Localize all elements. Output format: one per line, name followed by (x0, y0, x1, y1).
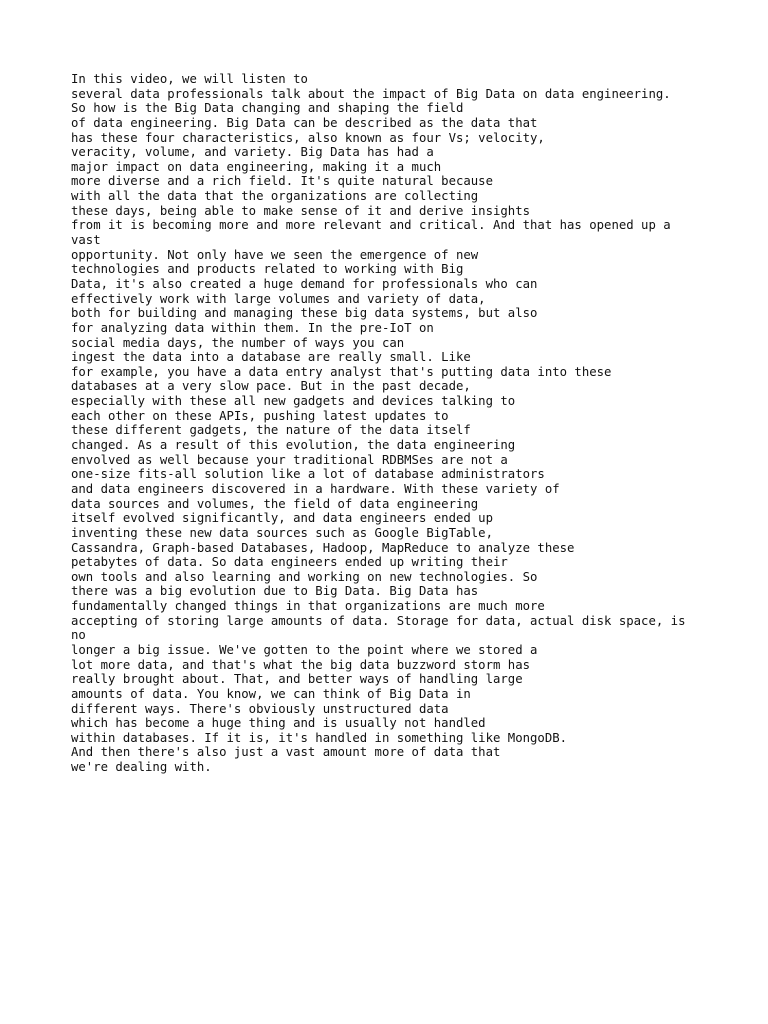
transcript-text (71, 72, 685, 775)
transcript-line: databases at a very slow pace. But in the past decade, (71, 379, 471, 394)
transcript-line: veracity, volume, and variety. Big Data has had a (71, 145, 434, 160)
transcript-line: social media days, the number of ways you can (71, 335, 405, 350)
transcript-line: no (71, 628, 86, 643)
transcript-line: more diverse and a rich field. It's quite natural because (71, 174, 493, 189)
transcript-line: petabytes of data. So data engineers ended up writing their (71, 555, 508, 570)
transcript-line: and data engineers discovered in a hardware. With these variety of (71, 481, 560, 496)
transcript-line: opportunity. Not only have we seen the emergence of new (71, 247, 479, 262)
transcript-line: amounts of data. You know, we can think of Big Data in (71, 686, 471, 701)
transcript-line: Cassandra, Graph-based Databases, Hadoop, MapReduce to analyze these (71, 540, 575, 555)
transcript-line: really brought about. That, and better ways of handling large (71, 672, 523, 687)
transcript-line: itself evolved significantly, and data engineers ended up (71, 511, 493, 526)
transcript-line: both for building and managing these big data systems, but also (71, 306, 538, 321)
transcript-line: inventing these new data sources such as Google BigTable, (71, 525, 493, 540)
transcript-line: within databases. If it is, it's handled in something like MongoDB. (71, 730, 568, 745)
transcript-line: has these four characteristics, also known as four Vs; velocity, (71, 130, 545, 145)
transcript-line: these days, being able to make sense of it and derive insights (71, 203, 531, 218)
transcript-line: accepting of storing large amounts of data. Storage for data, actual disk space, is (71, 613, 686, 628)
transcript-line: changed. As a result of this evolution, the data engineering (71, 438, 516, 453)
transcript-line: technologies and products related to working with Big (71, 262, 464, 277)
transcript-line: ingest the data into a database are really small. Like (71, 350, 471, 365)
transcript-line: one-size fits-all solution like a lot of database administrators (71, 467, 545, 482)
transcript-line: own tools and also learning and working on new technologies. So (71, 569, 538, 584)
transcript-line: several data professionals talk about the impact of Big Data on data engineering. (71, 86, 671, 101)
transcript-line: lot more data, and that's what the big data buzzword storm has (71, 657, 531, 672)
transcript-line: especially with these all new gadgets and devices talking to (71, 394, 516, 409)
transcript-line: from it is becoming more and more relevant and critical. And that has opened up a (71, 218, 671, 233)
transcript-line: we're dealing with. (71, 760, 212, 775)
transcript-line: these different gadgets, the nature of the data itself (71, 423, 471, 438)
transcript-line: So how is the Big Data changing and shaping the field (71, 101, 464, 116)
transcript-line: which has become a huge thing and is usually not handled (71, 716, 486, 731)
transcript-line: And then there's also just a vast amount more of data that (71, 745, 501, 760)
transcript-line: longer a big issue. We've gotten to the point where we stored a (71, 642, 538, 657)
transcript-line: In this video, we will listen to (71, 72, 308, 86)
transcript-line: different ways. There's obviously unstructured data (71, 701, 449, 716)
transcript-line: major impact on data engineering, making it a much (71, 159, 442, 174)
transcript-line: data sources and volumes, the field of data engineering (71, 496, 479, 511)
transcript-line: effectively work with large volumes and variety of data, (71, 291, 486, 306)
transcript-line: with all the data that the organizations are collecting (71, 189, 479, 204)
transcript-line: fundamentally changed things in that organizations are much more (71, 599, 545, 614)
transcript-line: for analyzing data within them. In the pre-IoT on (71, 320, 434, 335)
transcript-line: there was a big evolution due to Big Data. Big Data has (71, 584, 479, 599)
transcript-line: envolved as well because your traditional RDBMSes are not a (71, 452, 508, 467)
transcript-line: each other on these APIs, pushing latest updates to (71, 408, 449, 423)
transcript-line: Data, it's also created a huge demand for professionals who can (71, 276, 538, 291)
transcript-line: vast (71, 233, 101, 248)
transcript-line: for example, you have a data entry analyst that's putting data into these (71, 364, 612, 379)
transcript-line: of data engineering. Big Data can be described as the data that (71, 115, 538, 130)
